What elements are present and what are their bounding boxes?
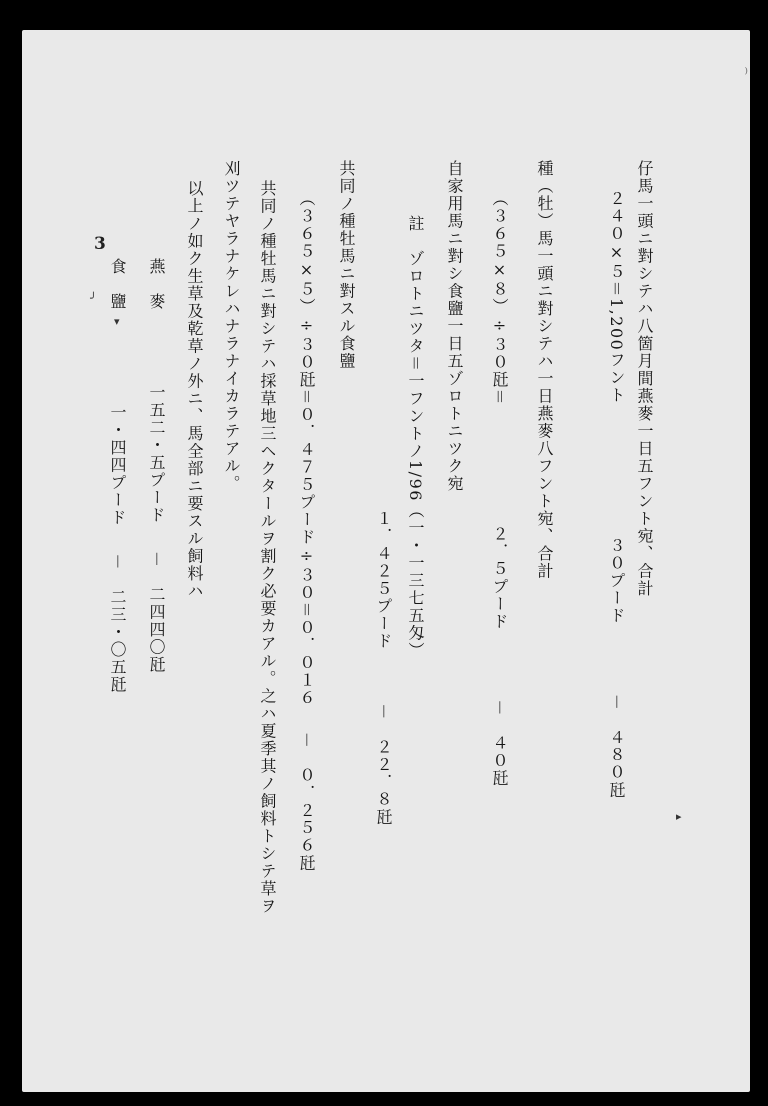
text-line-7: 共同ノ種牡馬ニ對スル食鹽 bbox=[337, 160, 356, 370]
document-page bbox=[22, 30, 750, 1092]
text-line-2: ２４０×５＝1,200フント ３０プード － ４８０瓩 bbox=[607, 190, 626, 799]
edge-mark: ⁾ bbox=[744, 66, 748, 82]
text-line-8: （３６５×５）÷３０瓩＝０．４７５プード÷３０＝０．０１６ － ０．２５６瓩 bbox=[297, 190, 316, 872]
text-line-4: （３６５×８）÷３０瓩＝ ２．５プード － ４０瓩 bbox=[490, 190, 509, 787]
speck: ▾ bbox=[114, 315, 120, 328]
text-line-12: 燕 麥 一五二・五プード － 二四四〇瓩 bbox=[147, 258, 166, 674]
text-line-6-values: １．４２５プード － ２２．８瓩 bbox=[374, 510, 393, 826]
text-line-13: 食 鹽 一・四四プード － 二三・〇五瓩 bbox=[108, 258, 127, 694]
text-line-5: 自家用馬ニ對シ食鹽一日五ゾロトニツク宛 bbox=[445, 160, 464, 493]
text-line-9: 共同ノ種牡馬ニ對シテハ採草地三ヘクタールヲ割ク必要カアル。之ハ夏季其ノ飼料トシテ草ヲ bbox=[258, 180, 277, 915]
text-line-11: 以上ノ如ク生草及乾草ノ外ニ、馬全部ニ要スル飼料ハ bbox=[185, 180, 204, 600]
page-number: 3 bbox=[94, 234, 106, 254]
text-line-10: 刈ツテヤラナケレハナラナイカラテアル。 bbox=[222, 160, 241, 493]
speck: ╯ bbox=[90, 292, 97, 305]
text-line-6: 註 ゾロトニツタ＝一フントノ1/96（一・一三七五匁） bbox=[406, 215, 425, 660]
text-line-1: 仔馬一頭ニ對シテハ八箇月間燕麥一日五フント宛、合計 bbox=[635, 160, 654, 598]
text-line-3: 種（牡）馬一頭ニ對シテハ一日燕麥八フント宛、合計 bbox=[535, 160, 554, 580]
speck: ▸ bbox=[676, 810, 682, 823]
